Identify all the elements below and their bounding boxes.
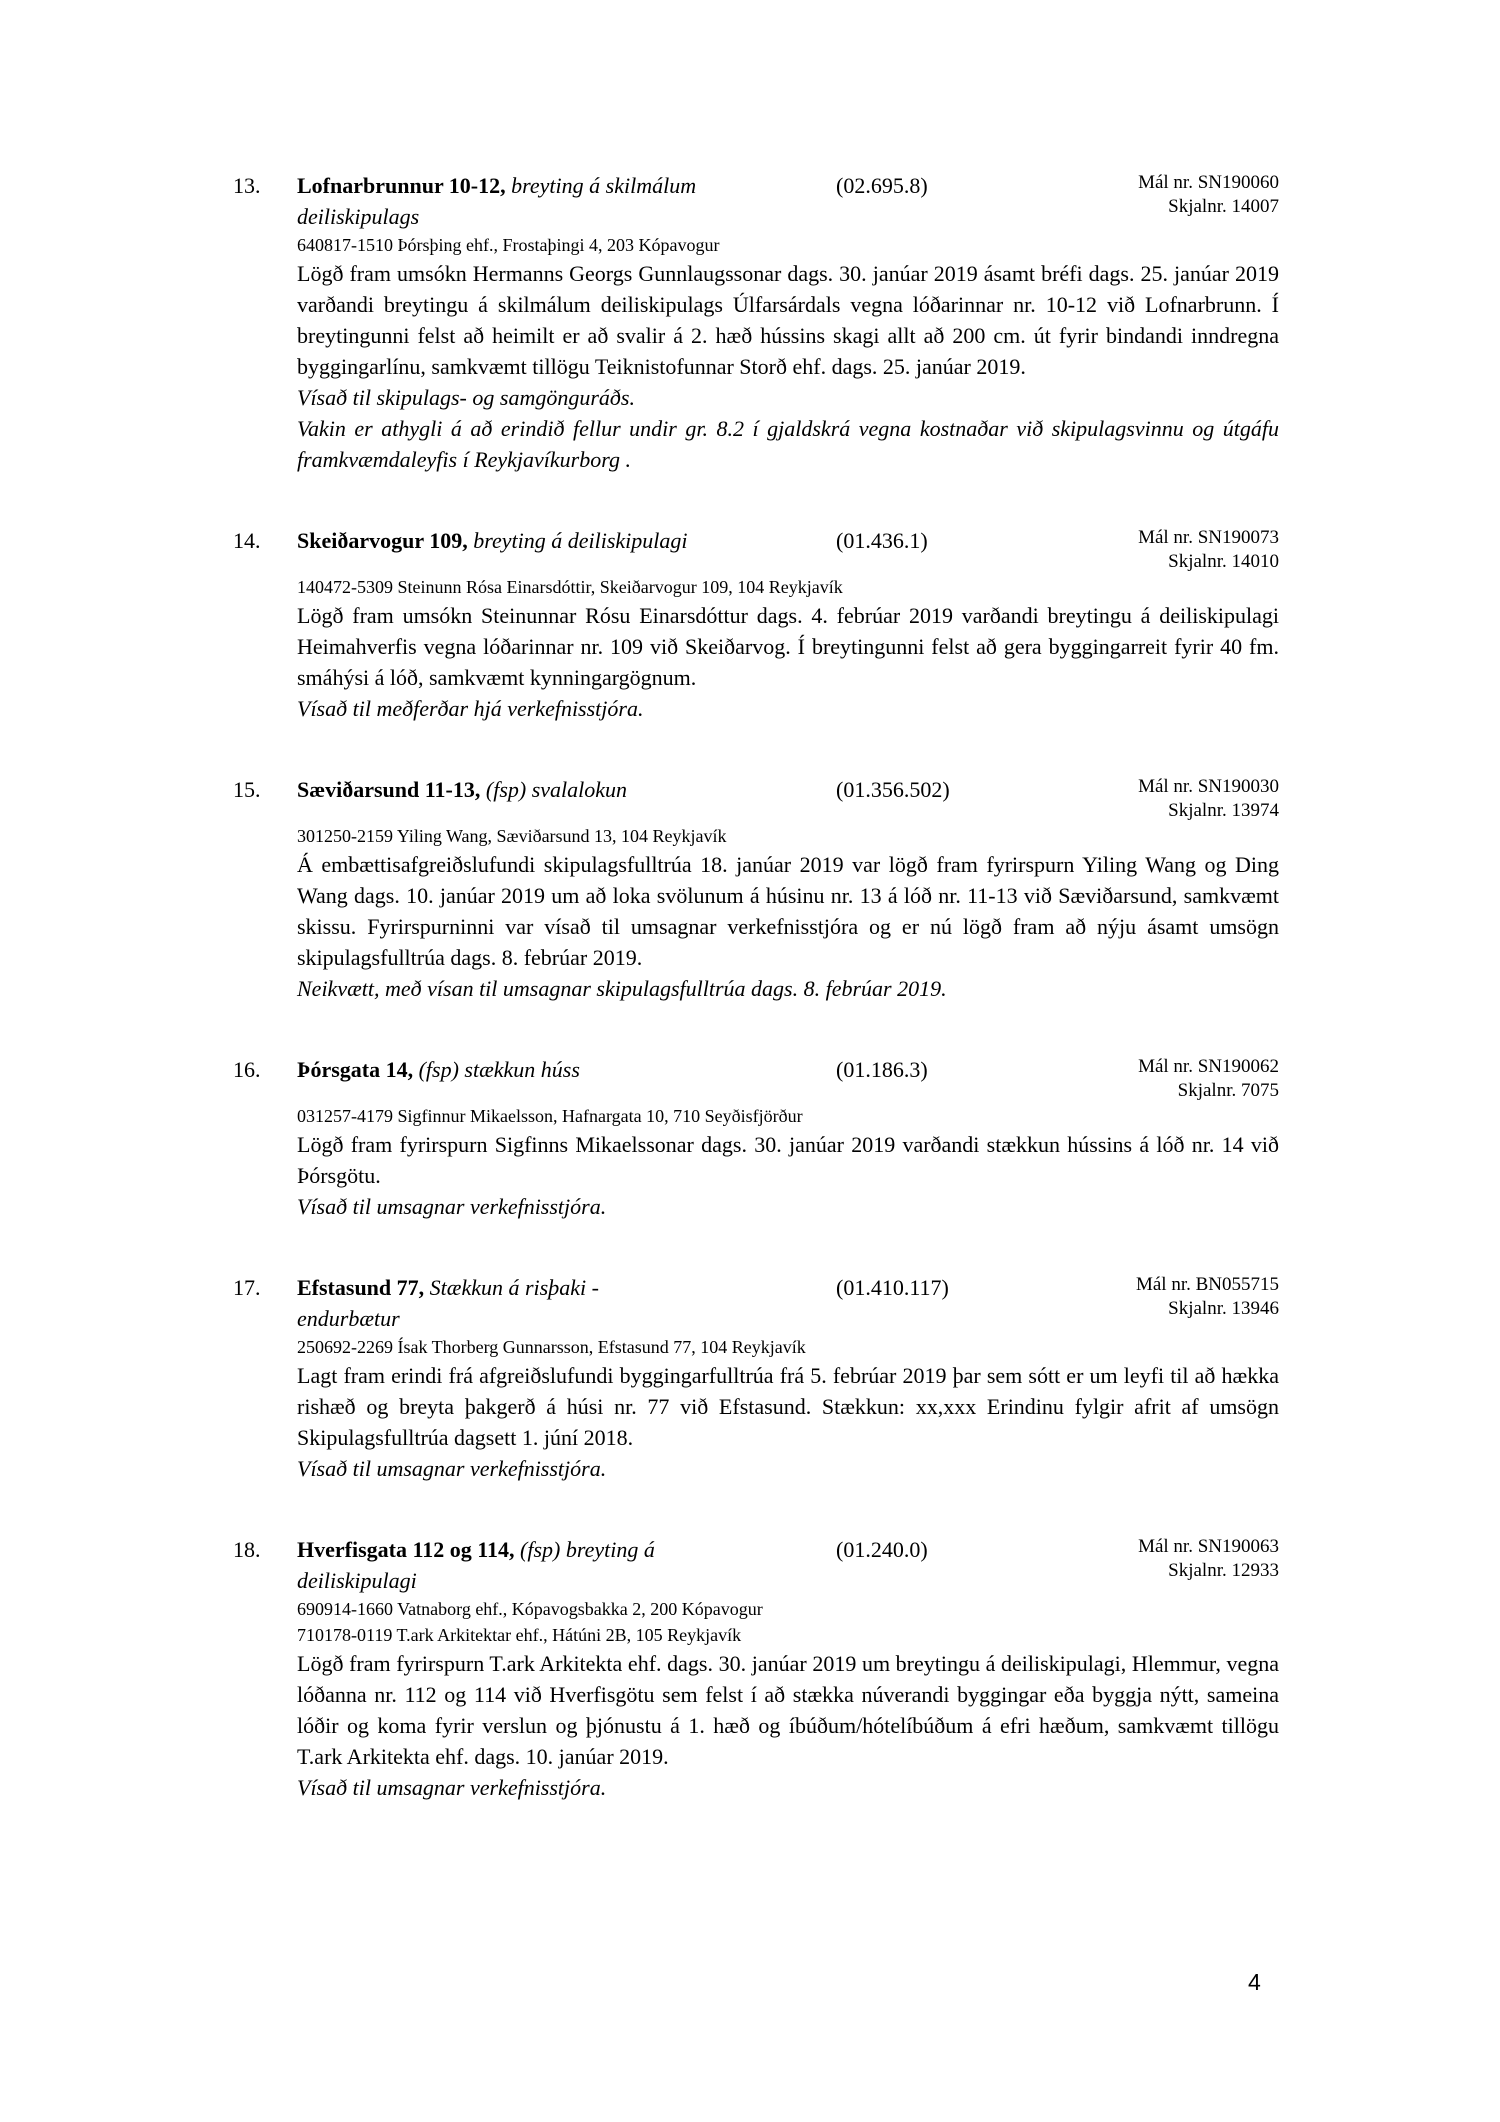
- item-meta: [1138, 525, 1279, 574]
- item-conclusion: Vísað til meðferðar hjá verkefnisstjóra.: [297, 696, 644, 721]
- item-number: 13.: [233, 173, 261, 198]
- item-subtitle: Stækkun á risþaki -: [429, 1275, 599, 1300]
- item-number: 15.: [233, 777, 261, 802]
- item-meta: [1138, 774, 1279, 823]
- item-conclusion: Vísað til umsagnar verkefnisstjóra.: [297, 1194, 607, 1219]
- party-line: 710178-0119 T.ark Arkitektar ehf., Hátúni 2B, 105 Reykjavík: [297, 1625, 742, 1645]
- agenda-item: [233, 525, 1279, 724]
- item-number: 17.: [233, 1275, 261, 1300]
- agenda-item: [233, 774, 1279, 1004]
- item-subtitle: (fsp) stækkun húss: [418, 1057, 580, 1082]
- item-subtitle: breyting á deiliskipulagi: [473, 528, 688, 553]
- agenda-item: [233, 1272, 1279, 1484]
- agenda-item: [233, 1054, 1279, 1222]
- item-address: Skeiðarvogur 109,: [297, 528, 468, 553]
- document-number: Skjalnr. 12933: [1168, 1560, 1279, 1581]
- item-body: Lögð fram fyrirspurn Sigfinns Mikaelssonar dags. 30. janúar 2019 varðandi stækkun hússins á lóð nr. 14 við Þórsgötu.: [297, 1132, 1279, 1188]
- document-number: Skjalnr. 13974: [1168, 800, 1279, 821]
- item-conclusion: Vísað til umsagnar verkefnisstjóra.: [297, 1456, 607, 1481]
- item-body: Lögð fram umsókn Steinunnar Rósu Einarsdóttur dags. 4. febrúar 2019 varðandi breytingu á deiliskipulagi Heimahverfis vegna lóðarinnar nr. 109 við Skeiðarvog. Í breytingunni felst að gera byggingarreit fyrir 40 fm. smáhýsi á lóð, samkvæmt kynningargögnum.: [297, 603, 1279, 690]
- document-number: Skjalnr. 7075: [1177, 1080, 1279, 1101]
- item-address: Lofnarbrunnur 10-12,: [297, 173, 506, 198]
- item-conclusion: Vakin er athygli á að erindið fellur undir gr. 8.2 í gjaldskrá vegna kostnaðar við skipulagsvinnu og útgáfu framkvæmdaleyfis í Reykjavíkurborg .: [297, 416, 1279, 472]
- item-body: Á embættisafgreiðslufundi skipulagsfulltrúa 18. janúar 2019 var lögð fram fyrirspurn Yiling Wang og Ding Wang dags. 10. janúar 2019 um að loka svölunum á húsinu nr. 13 á lóð nr. 11-13 við Sæviðarsund, samkvæmt skissu. Fyrirspurninni var vísað til umsagnar verkefnisstjóra og er nú lögð fram að nýju ásamt umsögn skipulagsfulltrúa dags. 8. febrúar 2019.: [297, 852, 1279, 970]
- item-reference: (02.695.8): [836, 173, 928, 198]
- document-number: Skjalnr. 14010: [1168, 551, 1279, 572]
- case-number: Mál nr. SN190062: [1138, 1056, 1279, 1077]
- item-meta: [1136, 1272, 1279, 1321]
- item-conclusion: Vísað til skipulags- og samgönguráðs.: [297, 385, 635, 410]
- item-subtitle-line2: deiliskipulagi: [297, 1568, 417, 1593]
- item-reference: (01.240.0): [836, 1537, 928, 1562]
- page-number: 4: [1248, 1969, 1261, 1995]
- item-conclusion: Neikvætt, með vísan til umsagnar skipulagsfulltrúa dags. 8. febrúar 2019.: [297, 976, 947, 1001]
- item-address: Hverfisgata 112 og 114,: [297, 1537, 515, 1562]
- item-reference: (01.410.117): [836, 1275, 949, 1300]
- item-reference: (01.186.3): [836, 1057, 928, 1082]
- agenda-item: [233, 170, 1279, 475]
- item-body: Lagt fram erindi frá afgreiðslufundi byggingarfulltrúa frá 5. febrúar 2019 þar sem sótt er um leyfi til að hækka rishæð og breyta þakgerð á húsi nr. 77 við Efstasund. Stækkun: xx,xxx Erindinu fylgir afrit af umsögn Skipulagsfulltrúa dagsett 1. júní 2018.: [297, 1363, 1279, 1450]
- case-number: Mál nr. SN190060: [1138, 172, 1279, 193]
- item-title: [297, 525, 836, 556]
- item-reference: (01.356.502): [836, 777, 950, 802]
- item-title: [297, 1534, 836, 1596]
- item-title: [297, 170, 836, 232]
- item-address: Þórsgata 14,: [297, 1057, 414, 1082]
- item-body: Lögð fram fyrirspurn T.ark Arkitekta ehf. dags. 30. janúar 2019 um breytingu á deiliskipulagi, Hlemmur, vegna lóðanna nr. 112 og 114 við Hverfisgötu sem felst í að stækka núverandi byggingar eða byggja nýtt, sameina lóðir og koma fyrir verslun og þjónustu á 1. hæð og íbúðum/hótelíbúðum á efri hæðum, samkvæmt tillögu T.ark Arkitekta ehf. dags. 10. janúar 2019.: [297, 1651, 1279, 1769]
- item-address: Efstasund 77,: [297, 1275, 425, 1300]
- item-subtitle: breyting á skilmálum: [511, 173, 697, 198]
- party-line: 250692-2269 Ísak Thorberg Gunnarsson, Efstasund 77, 104 Reykjavík: [297, 1337, 806, 1357]
- item-meta: [1138, 170, 1279, 219]
- item-address: Sæviðarsund 11-13,: [297, 777, 481, 802]
- party-line: 301250-2159 Yiling Wang, Sæviðarsund 13, 104 Reykjavík: [297, 826, 727, 846]
- party-line: 140472-5309 Steinunn Rósa Einarsdóttir, Skeiðarvogur 109, 104 Reykjavík: [297, 577, 843, 597]
- item-number: 16.: [233, 1057, 261, 1082]
- case-number: Mál nr. SN190030: [1138, 776, 1279, 797]
- party-line: 031257-4179 Sigfinnur Mikaelsson, Hafnargata 10, 710 Seyðisfjörður: [297, 1106, 803, 1126]
- item-subtitle: (fsp) svalalokun: [485, 777, 628, 802]
- party-line: 640817-1510 Þórsþing ehf., Frostaþingi 4, 203 Kópavogur: [297, 235, 720, 255]
- item-subtitle-line2: deiliskipulags: [297, 204, 420, 229]
- item-number: 18.: [233, 1537, 261, 1562]
- document-number: Skjalnr. 13946: [1168, 1298, 1279, 1319]
- item-subtitle: (fsp) breyting á: [520, 1537, 655, 1562]
- item-title: [297, 774, 836, 805]
- item-conclusion: Vísað til umsagnar verkefnisstjóra.: [297, 1775, 607, 1800]
- item-meta: [1138, 1534, 1279, 1583]
- item-title: [297, 1054, 836, 1085]
- item-number: 14.: [233, 528, 261, 553]
- case-number: Mál nr. BN055715: [1135, 1274, 1279, 1295]
- agenda-item: [233, 1534, 1279, 1803]
- item-title: [297, 1272, 836, 1334]
- case-number: Mál nr. SN190063: [1138, 1536, 1279, 1557]
- item-meta: [1138, 1054, 1279, 1103]
- item-body: Lögð fram umsókn Hermanns Georgs Gunnlaugssonar dags. 30. janúar 2019 ásamt bréfi dags. 25. janúar 2019 varðandi breytingu á skilmálum deiliskipulags Úlfarsárdals vegna lóðarinnar nr. 10-12 við Lofnarbrunn. Í breytingunni felst að heimilt er að svalir á 2. hæð hússins skagi allt að 200 cm. út fyrir bindandi inndregna byggingarlínu, samkvæmt tillögu Teiknistofunnar Storð ehf. dags. 25. janúar 2019.: [297, 261, 1279, 379]
- item-reference: (01.436.1): [836, 528, 928, 553]
- item-subtitle-line2: endurbætur: [297, 1306, 400, 1331]
- case-number: Mál nr. SN190073: [1138, 527, 1279, 548]
- document-number: Skjalnr. 14007: [1168, 196, 1279, 217]
- party-line: 690914-1660 Vatnaborg ehf., Kópavogsbakka 2, 200 Kópavogur: [297, 1599, 763, 1619]
